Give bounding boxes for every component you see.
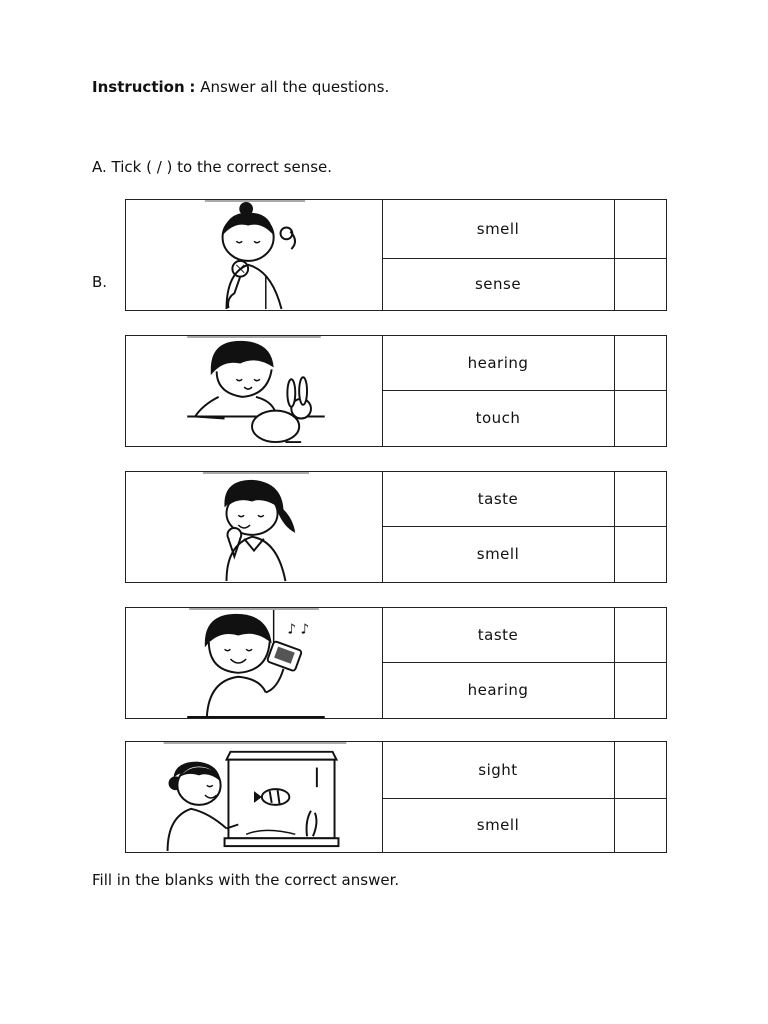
question-1-option-1: smell: [476, 220, 520, 238]
question-3-option-2: smell: [476, 545, 520, 563]
section-a-heading: A. Tick ( / ) to the correct sense.: [92, 158, 333, 176]
instruction-line: [92, 78, 389, 96]
girl-smelling-flower-icon: [126, 200, 382, 310]
question-5-option-2: smell: [476, 816, 520, 834]
question-5-picture: [126, 742, 383, 852]
question-2-picture: [126, 336, 383, 446]
question-5-tick-box-1[interactable]: [614, 742, 666, 798]
question-4-tick-box-2[interactable]: [614, 662, 666, 718]
girl-looking-at-aquarium-icon: [126, 742, 382, 852]
question-3-picture: [126, 472, 383, 582]
question-1-picture: [126, 200, 383, 310]
instruction-separator: :: [189, 78, 196, 96]
question-4-option-1: taste: [477, 626, 519, 644]
question-1: [125, 199, 667, 311]
question-3-tick-box-2[interactable]: [614, 526, 666, 582]
instruction-text: Answer all the questions.: [200, 78, 390, 96]
fill-blanks-heading: Fill in the blanks with the correct answer.: [92, 871, 400, 889]
instruction-label: Instruction: [92, 78, 185, 96]
question-1-option-2: sense: [474, 275, 522, 293]
question-2-tick-box-2[interactable]: [614, 390, 666, 446]
question-1-tick-box-2[interactable]: [614, 258, 666, 310]
question-5-option-1: sight: [478, 761, 518, 779]
boy-listening-to-music-player-icon: [126, 608, 382, 718]
question-4-tick-box-1[interactable]: [614, 608, 666, 662]
question-2: [125, 335, 667, 447]
question-5: [125, 741, 667, 853]
question-1-tick-box-1[interactable]: [614, 200, 666, 258]
question-2-option-2: touch: [475, 409, 521, 427]
question-3-option-1: taste: [477, 490, 519, 508]
question-4: [125, 607, 667, 719]
question-2-tick-box-1[interactable]: [614, 336, 666, 390]
boy-touching-rabbit-icon: [126, 336, 382, 446]
question-3: [125, 471, 667, 583]
section-b-label: B.: [92, 273, 108, 291]
svg-text:♪ ♪: ♪ ♪: [287, 621, 310, 638]
question-5-tick-box-2[interactable]: [614, 798, 666, 852]
question-4-picture: [126, 608, 383, 718]
question-2-option-1: hearing: [467, 354, 529, 372]
girl-licking-ice-cream-icon: [126, 472, 382, 582]
question-4-option-2: hearing: [467, 681, 529, 699]
question-3-tick-box-1[interactable]: [614, 472, 666, 526]
